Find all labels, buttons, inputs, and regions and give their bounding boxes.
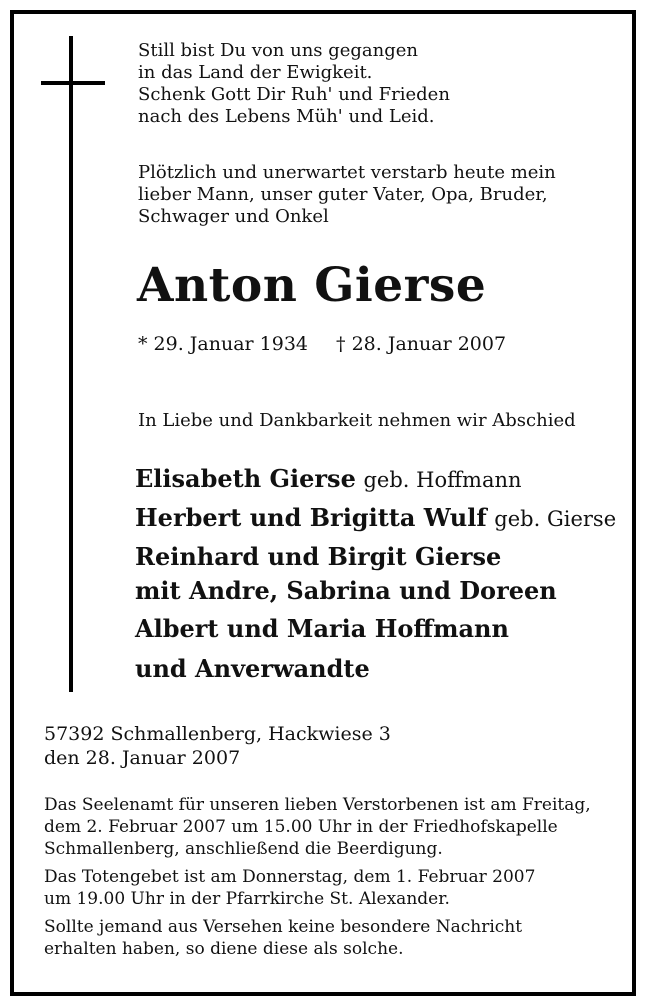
announcement-line: Schwager und Onkel [138, 206, 329, 227]
obituary-frame [10, 10, 636, 996]
mourner-entry [135, 540, 616, 608]
cross-icon-bar [41, 81, 105, 85]
notice-line: Das Seelenamt für unseren lieben Verstorbenen ist am Freitag, [44, 795, 591, 815]
mourner-maiden-name: geb. Gierse [494, 507, 617, 531]
family-address [44, 722, 391, 770]
notice-line: erhalten haben, so diene diese als solche. [44, 939, 404, 959]
notice-line: Das Totengebet ist am Donnerstag, dem 1. Februar 2007 [44, 867, 536, 887]
life-dates [138, 332, 506, 356]
notice-line: um 19.00 Uhr in der Pfarrkirche St. Alexander. [44, 889, 450, 909]
service-notices [44, 794, 591, 966]
announcement-line: Plötzlich und unerwartet verstarb heute mein [138, 162, 556, 183]
poem-line: Still bist Du von uns gegangen [138, 40, 419, 61]
mourner-maiden-name: geb. Hoffmann [363, 468, 522, 492]
general-notice [44, 916, 591, 960]
birth-date: * 29. Januar 1934 [138, 333, 309, 355]
mourner-name: Elisabeth Gierse [135, 464, 356, 493]
mourner-children: mit Andre, Sabrina und Doreen [135, 576, 557, 605]
notice-line: dem 2. Februar 2007 um 15.00 Uhr in der Friedhofskapelle [44, 817, 558, 837]
poem-verse [138, 40, 450, 128]
notice-line: Schmallenberg, anschließend die Beerdigung. [44, 839, 443, 859]
mourner-name: Reinhard und Birgit Gierse [135, 542, 502, 571]
mourner-entry [135, 612, 616, 646]
mourner-name: Albert und Maria Hoffmann [135, 614, 509, 643]
mourner-relatives: und Anverwandte [135, 654, 370, 683]
notice-line: Sollte jemand aus Versehen keine besondere Nachricht [44, 917, 523, 937]
deceased-name: Anton Gierse [137, 258, 487, 313]
requiem-notice [44, 794, 591, 860]
address-street: 57392 Schmallenberg, Hackwiese 3 [44, 723, 391, 745]
poem-line: in das Land der Ewigkeit. [138, 62, 373, 83]
mourner-name: Herbert und Brigitta Wulf [135, 503, 487, 532]
cross-icon [69, 36, 73, 692]
address-date: den 28. Januar 2007 [44, 747, 241, 769]
poem-line: nach des Lebens Müh' und Leid. [138, 106, 435, 127]
farewell-line: In Liebe und Dankbarkeit nehmen wir Abschied [138, 410, 576, 431]
death-announcement [138, 162, 556, 228]
mourner-entry [135, 652, 616, 686]
poem-line: Schenk Gott Dir Ruh' und Frieden [138, 84, 450, 105]
prayer-notice [44, 866, 591, 910]
mourner-entry [135, 462, 616, 497]
mourner-entry [135, 501, 616, 536]
death-date: † 28. Januar 2007 [336, 333, 507, 355]
announcement-line: lieber Mann, unser guter Vater, Opa, Bruder, [138, 184, 548, 205]
mourners-list [135, 462, 616, 690]
